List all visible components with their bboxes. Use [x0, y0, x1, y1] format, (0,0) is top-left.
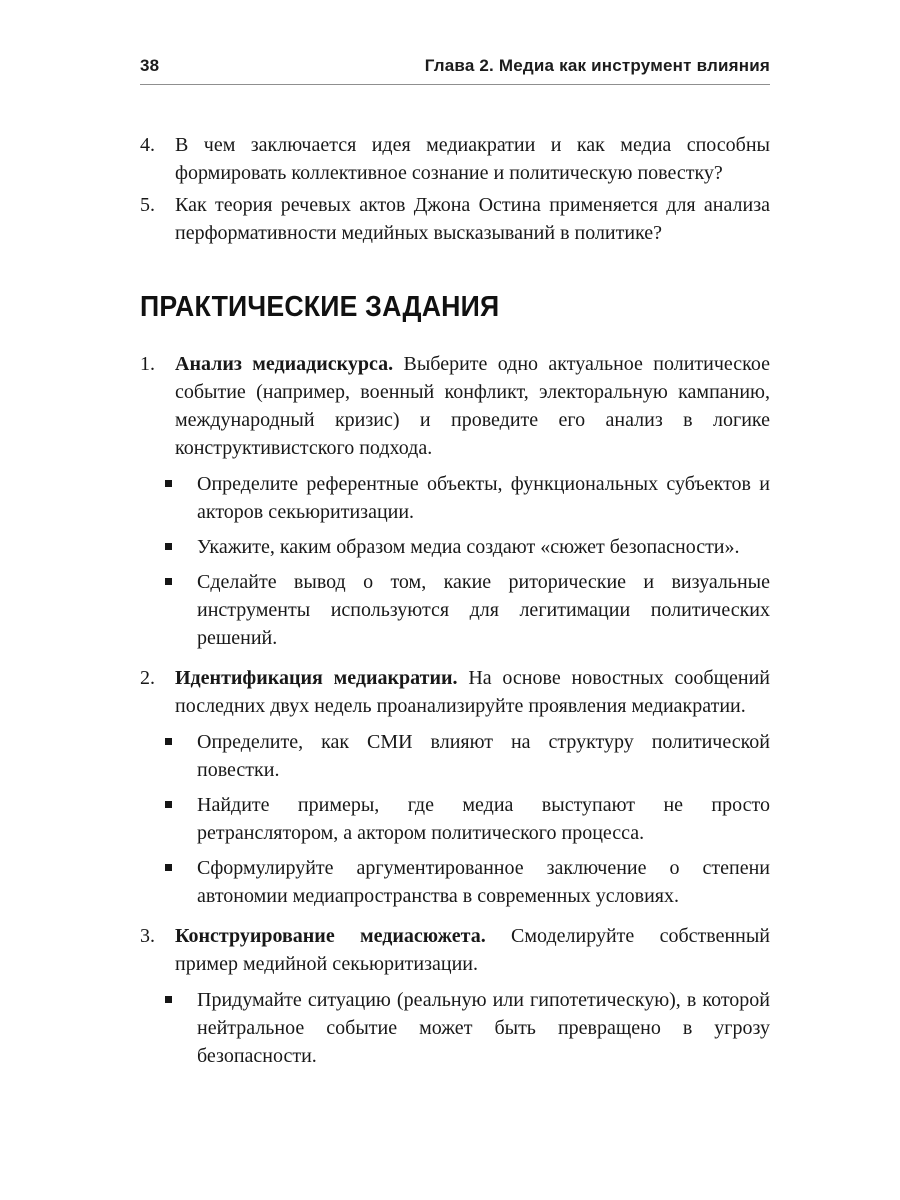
bullet-square-icon	[165, 996, 172, 1003]
task-number: 1.	[140, 353, 155, 375]
task-paragraph	[140, 350, 770, 462]
bullet-marker	[165, 470, 197, 526]
questions-list	[140, 131, 770, 247]
bullet-item	[165, 533, 770, 561]
bullet-text: Сделайте вывод о том, какие риторические и визуальные инструменты используются для легитимации политических решений.	[197, 571, 770, 649]
task-paragraph	[140, 922, 770, 978]
bullet-item	[165, 986, 770, 1070]
bullet-item	[165, 791, 770, 847]
header-rule	[140, 84, 770, 85]
bullet-square-icon	[165, 578, 172, 585]
bullet-item	[165, 854, 770, 910]
bullet-square-icon	[165, 480, 172, 487]
task-body	[175, 922, 770, 978]
section-heading: ПРАКТИЧЕСКИЕ ЗАДАНИЯ	[140, 291, 500, 323]
question-number: 5.	[140, 194, 155, 216]
task-number: 3.	[140, 925, 155, 947]
bullet-marker	[165, 791, 197, 847]
task-title: Идентификация медиакратии.	[175, 667, 469, 689]
task-text: Выберите одно актуальное политическое событие (например, военный конфликт, электоральную кампанию, международный кризис) и проведите его анализ в логике конструктивистского подхода.	[175, 353, 770, 459]
question-item	[140, 131, 770, 187]
bullet-square-icon	[165, 864, 172, 871]
bullet-square-icon	[165, 738, 172, 745]
bullet-square-icon	[165, 543, 172, 550]
bullet-text: Придумайте ситуацию (реальную или гипотетическую), в которой нейтральное событие может быть превращено в угрозу безопасности.	[197, 989, 770, 1067]
task-item	[140, 664, 770, 910]
running-title: Глава 2. Медиа как инструмент влияния	[424, 56, 770, 75]
page-number: 38	[140, 56, 160, 75]
bullet-marker	[165, 854, 197, 910]
bullet-marker	[165, 533, 197, 561]
task-item	[140, 922, 770, 1070]
question-number: 4.	[140, 134, 155, 156]
question-text: В чем заключается идея медиакратии и как медиа способны формировать коллективное сознание и политическую повестку?	[175, 134, 770, 184]
bullet-text: Определите референтные объекты, функциональных субъектов и акторов секьюритизации.	[197, 473, 770, 523]
task-paragraph	[140, 664, 770, 720]
task-item	[140, 350, 770, 652]
bullet-text: Укажите, каким образом медиа создают «сюжет безопасности».	[197, 536, 740, 558]
bullet-marker	[165, 568, 197, 652]
tasks-list	[140, 350, 770, 1070]
task-text: На основе новостных сообщений последних двух недель проанализируйте проявления медиакратии.	[175, 667, 770, 717]
task-body	[175, 664, 770, 720]
bullet-text: Определите, как СМИ влияют на структуру политической повестки.	[197, 731, 770, 781]
bullet-marker	[165, 728, 197, 784]
bullet-item	[165, 470, 770, 526]
task-title: Анализ медиадискурса.	[175, 353, 404, 375]
question-text: Как теория речевых актов Джона Остина применяется для анализа перформативности медийных высказываний в политике?	[175, 194, 770, 244]
task-text: Смоделируйте собственный пример медийной секьюритизации.	[175, 925, 770, 975]
bullet-marker	[165, 986, 197, 1070]
task-body	[175, 350, 770, 462]
bullet-text: Сформулируйте аргументированное заключение о степени автономии медиапространства в современных условиях.	[197, 857, 770, 907]
bullet-text: Найдите примеры, где медиа выступают не просто ретранслятором, а актором политического процесса.	[197, 794, 770, 844]
running-header	[140, 56, 770, 76]
task-number: 2.	[140, 667, 155, 689]
bullet-square-icon	[165, 801, 172, 808]
bullet-item	[165, 568, 770, 652]
bullet-item	[165, 728, 770, 784]
task-title: Конструирование медиасюжета.	[175, 925, 512, 947]
question-item	[140, 191, 770, 247]
